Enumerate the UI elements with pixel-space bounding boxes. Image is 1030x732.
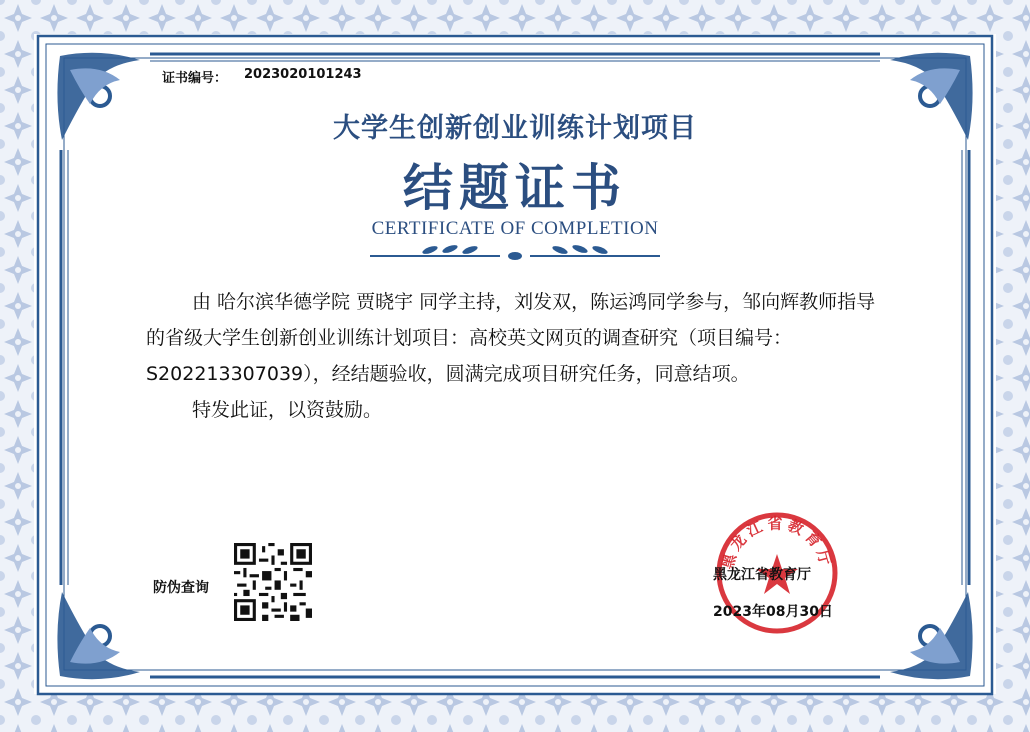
certificate-number-label: 证书编号： <box>162 71 228 86</box>
anti-counterfeit-label: 防伪查询 <box>153 580 209 596</box>
certificate-title-english: CERTIFICATE OF COMPLETION <box>371 218 659 239</box>
program-title: 大学生创新创业训练计划项目 <box>333 113 697 144</box>
corner-ornament-bottom-left <box>57 592 140 679</box>
certificate-number-value: 2023020101243 <box>244 67 362 82</box>
certificate-title: 结题证书 <box>403 158 627 217</box>
issue-date: 2023年08月30日 <box>713 604 833 620</box>
corner-ornament-bottom-right <box>890 592 973 679</box>
laurel-divider <box>370 243 660 260</box>
seal-text: 黑龙江省教育厅 <box>718 514 836 572</box>
body-paragraph-closing: 特发此证，以资鼓励。 <box>192 399 383 421</box>
issuer-name: 黑龙江省教育厅 <box>713 567 811 583</box>
qr-code-icon[interactable] <box>234 543 312 621</box>
certificate-body <box>146 284 886 428</box>
body-paragraph-main: 由 哈尔滨华德学院 贾晓宇 同学主持，刘发双，陈运鸿同学参与，邹向辉教师指导的省级大学生创新创业训练计划项目：高校英文网页的调查研究（项目编号：S202213307039），经结题验收，圆满完成项目研究任务，同意结项。 <box>146 291 876 385</box>
